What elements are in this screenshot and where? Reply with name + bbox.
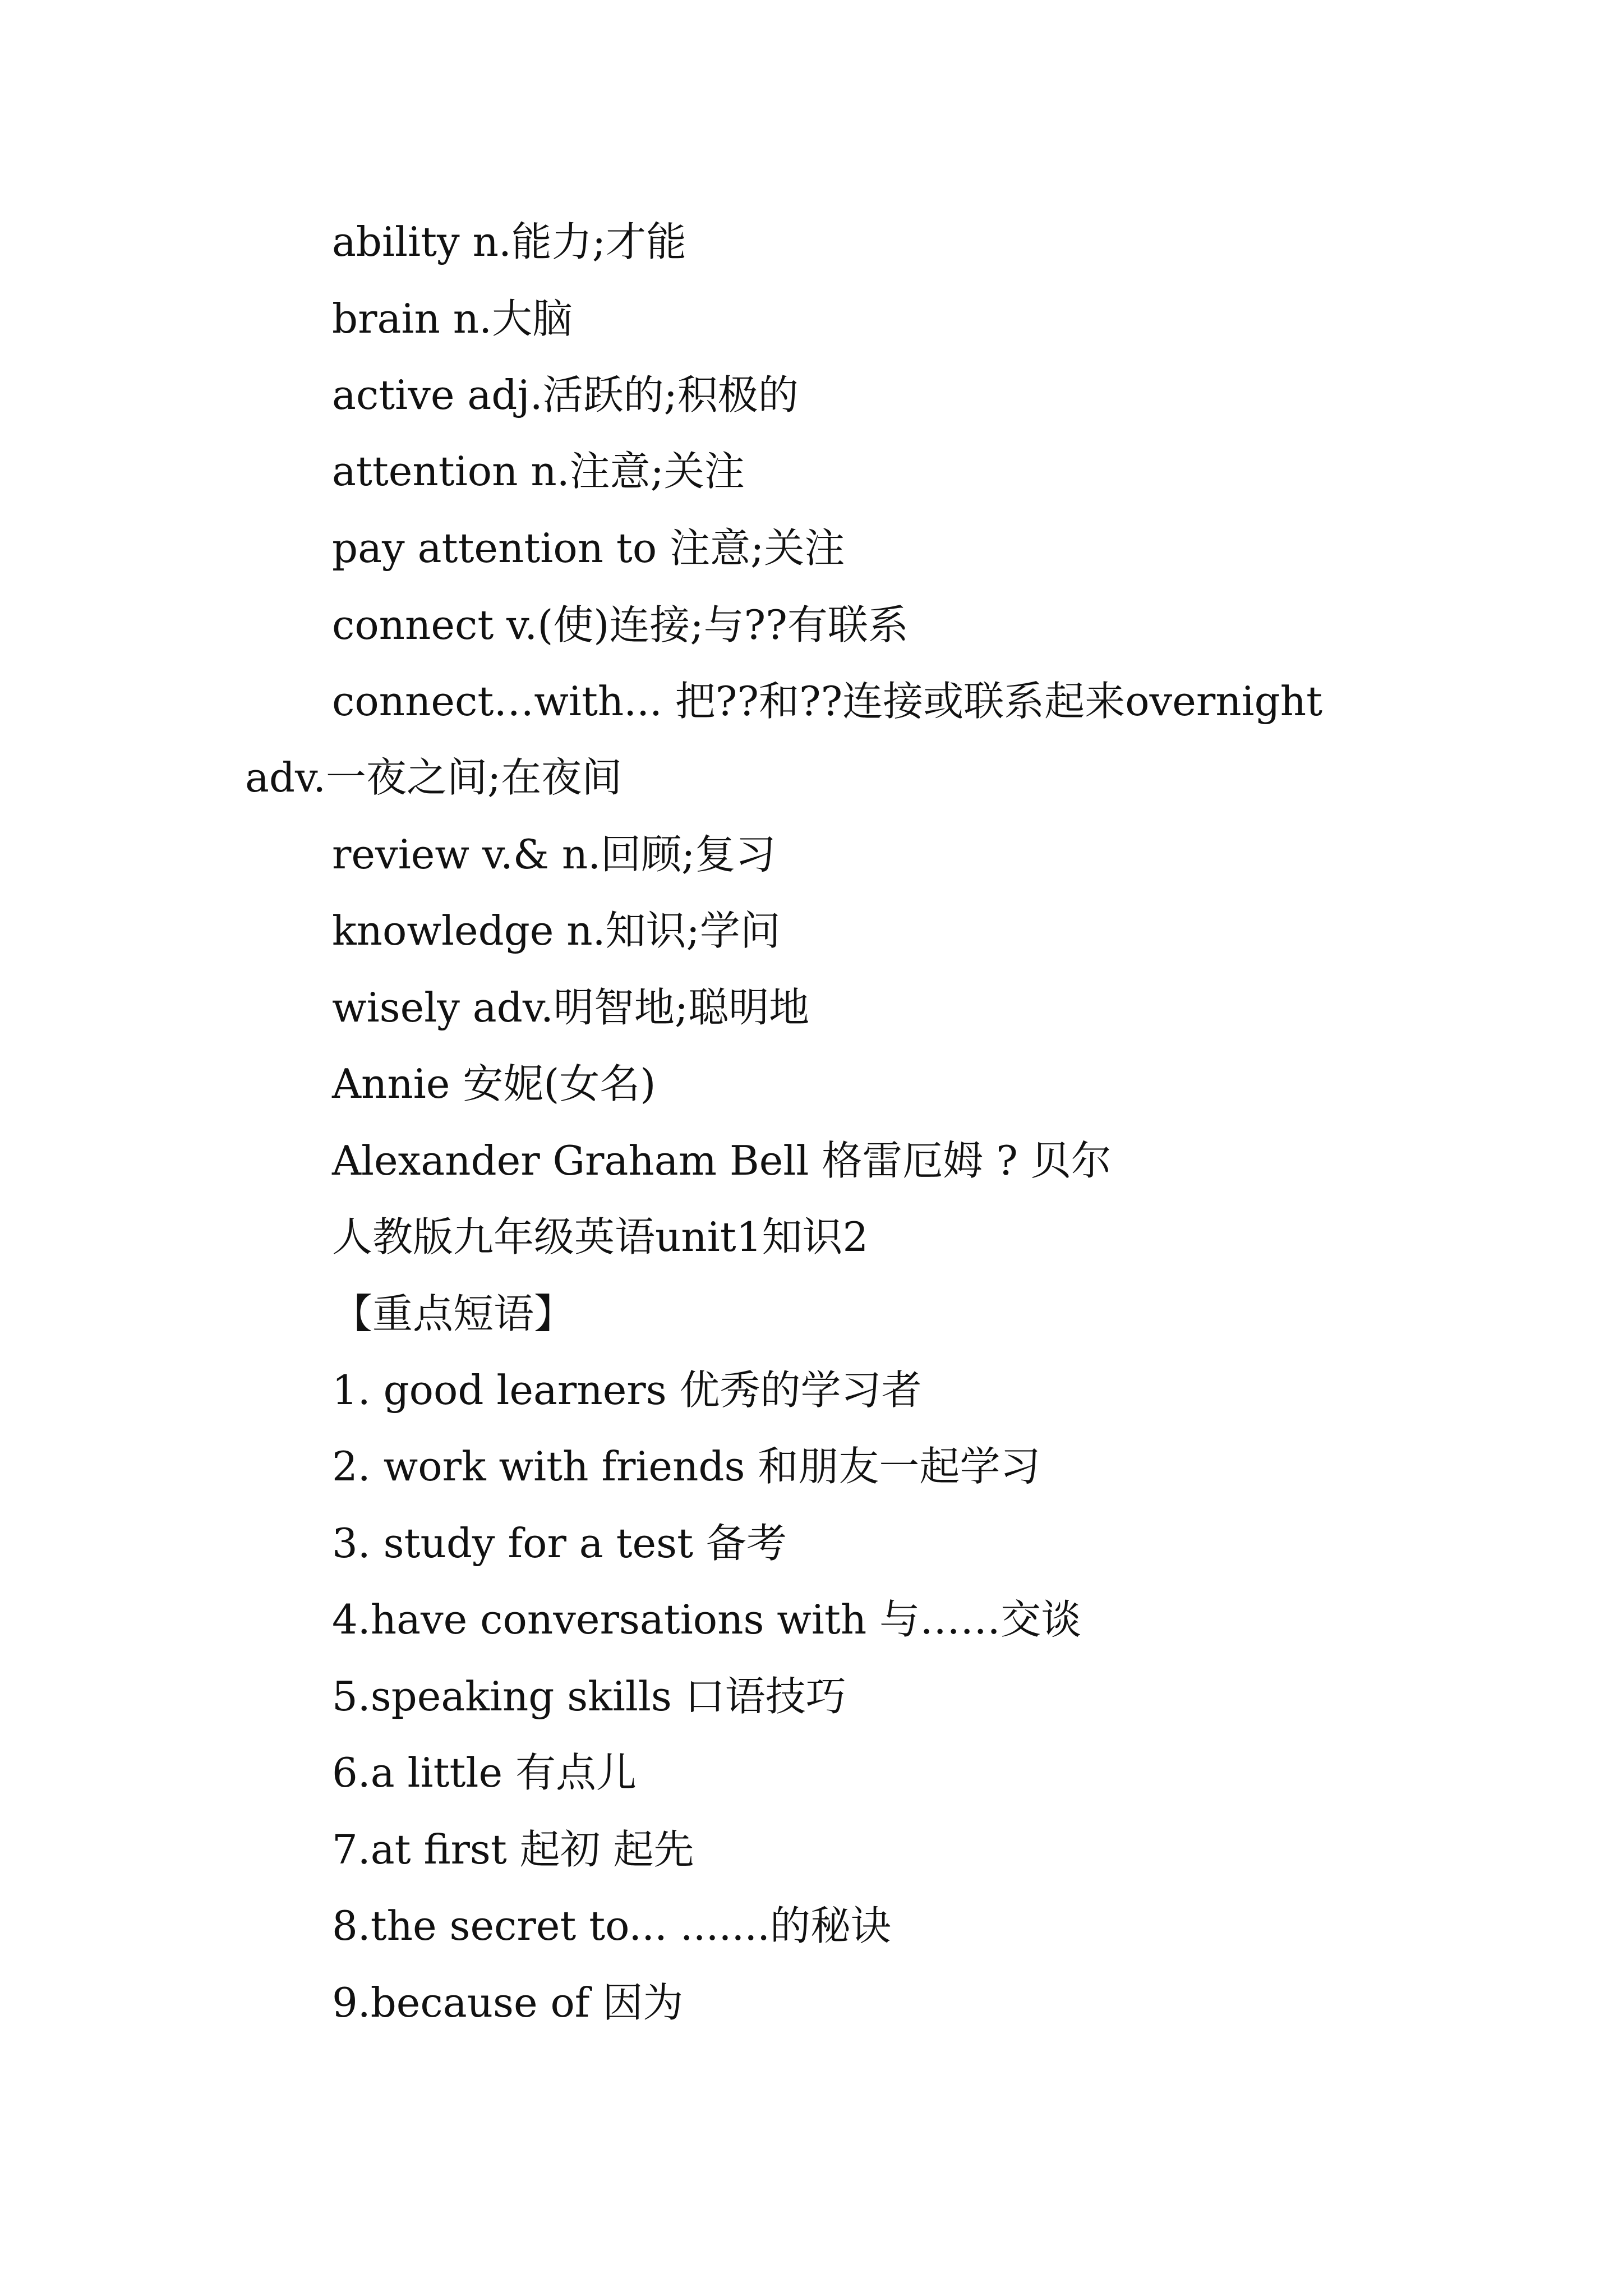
vocab-line: review v.& n.回顾;复习 bbox=[332, 831, 776, 878]
vocab-line: knowledge n.知识;学问 bbox=[332, 907, 781, 954]
vocab-line-continuation: adv.一夜之间;在夜间 bbox=[245, 754, 623, 801]
vocab-line: active adj.活跃的;积极的 bbox=[332, 371, 799, 418]
phrases-heading: 【重点短语】 bbox=[332, 1290, 575, 1337]
vocab-line: brain n.大脑 bbox=[332, 295, 573, 342]
vocab-line: wisely adv.明智地;聪明地 bbox=[332, 984, 810, 1031]
phrase-line: 4.have conversations with 与……交谈 bbox=[332, 1596, 1082, 1643]
phrase-line: 6.a little 有点儿 bbox=[332, 1749, 637, 1796]
vocab-line: Annie 安妮(女名) bbox=[332, 1060, 656, 1107]
vocab-line: connect…with... 把??和??连接或联系起来overnight bbox=[332, 678, 1323, 725]
phrase-line: 8.the secret to... .......的秘诀 bbox=[332, 1902, 891, 1949]
phrase-line: 5.speaking skills 口语技巧 bbox=[332, 1673, 846, 1720]
vocab-line: ability n.能力;才能 bbox=[332, 218, 687, 265]
vocab-line: attention n.注意;关注 bbox=[332, 448, 745, 495]
vocab-line: pay attention to 注意;关注 bbox=[332, 524, 845, 572]
vocab-line: Alexander Graham Bell 格雷厄姆 ? 贝尔 bbox=[332, 1137, 1112, 1184]
phrase-line: 1. good learners 优秀的学习者 bbox=[332, 1366, 922, 1414]
phrase-line: 7.at first 起初 起先 bbox=[332, 1826, 694, 1873]
vocab-line: connect v.(使)连接;与??有联系 bbox=[332, 601, 909, 648]
phrase-line: 9.because of 因为 bbox=[332, 1979, 684, 2026]
section-title: 人教版九年级英语unit1知识2 bbox=[332, 1213, 869, 1260]
phrase-line: 2. work with friends 和朋友一起学习 bbox=[332, 1443, 1041, 1490]
phrase-line: 3. study for a test 备考 bbox=[332, 1520, 787, 1567]
